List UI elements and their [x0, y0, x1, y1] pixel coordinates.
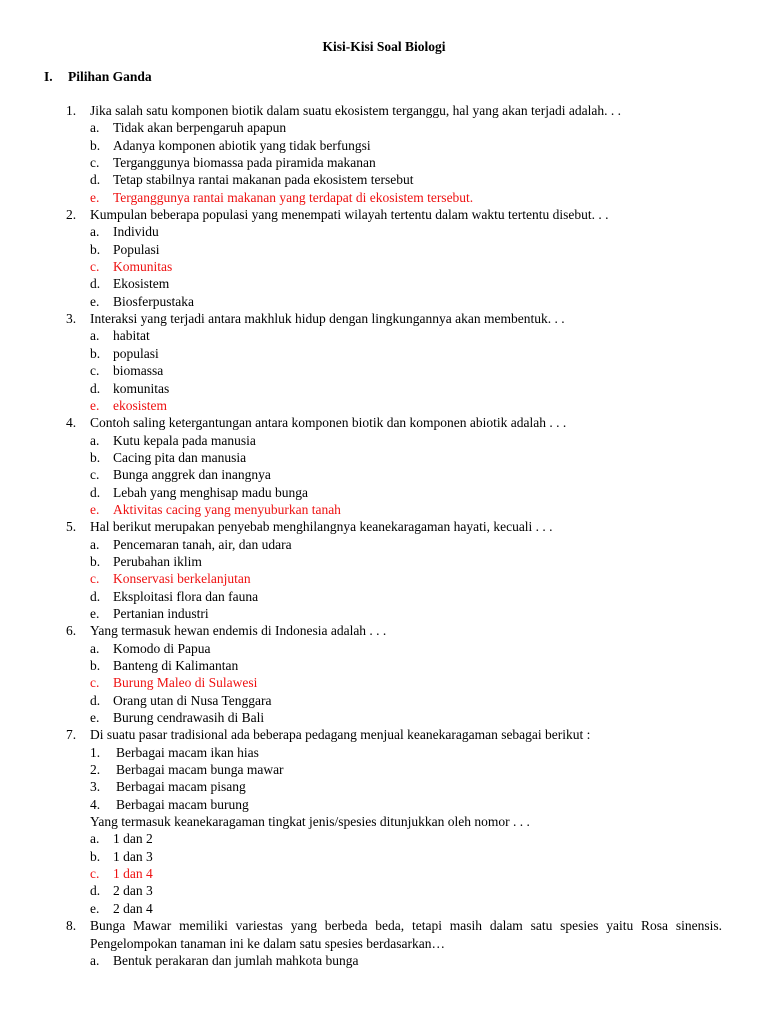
option-item — [66, 154, 722, 171]
option-item — [66, 553, 722, 570]
question-item — [66, 102, 722, 206]
question-number: 2. — [66, 207, 77, 223]
option-text: Pencemaran tanah, air, dan udara — [113, 536, 292, 552]
statement-text: Berbagai macam ikan hias — [116, 744, 259, 760]
option-letter: b. — [90, 137, 101, 153]
option-item — [66, 345, 722, 362]
option-item — [66, 882, 722, 899]
statement-number: 3. — [90, 779, 101, 795]
option-text: Terganggunya rantai makanan yang terdapat di ekosistem tersebut. — [113, 189, 474, 205]
option-letter: b. — [90, 553, 101, 569]
option-text: Cacing pita dan manusia — [113, 449, 247, 465]
option-letter: e. — [90, 189, 100, 205]
option-text: Burung Maleo di Sulawesi — [113, 675, 258, 691]
option-letter: b. — [90, 848, 101, 864]
option-letter: d. — [90, 692, 101, 708]
option-text: populasi — [113, 345, 159, 361]
question-text: Hal berikut merupakan penyebab menghilangnya keanekaragaman hayati, kecuali . . . — [90, 519, 553, 535]
question-stem — [66, 206, 722, 223]
option-letter: c. — [90, 467, 100, 483]
option-text: Konservasi berkelanjutan — [113, 571, 251, 587]
option-text: Banteng di Kalimantan — [113, 658, 239, 673]
statement-number: 4. — [90, 796, 101, 812]
question-number: 7. — [66, 727, 77, 743]
question-stem — [66, 310, 722, 327]
option-text: komunitas — [113, 380, 170, 396]
question-list — [66, 102, 722, 969]
question-stem — [66, 414, 722, 431]
section-number: I. — [44, 69, 53, 84]
option-item — [66, 830, 722, 847]
option-letter: c. — [90, 259, 100, 275]
option-letter: a. — [90, 224, 100, 240]
option-text: Komunitas — [113, 259, 173, 275]
option-text: Terganggunya biomassa pada piramida makanan — [113, 155, 376, 171]
question-stem — [66, 102, 722, 119]
option-letter: a. — [90, 640, 100, 656]
option-text: 1 dan 4 — [113, 866, 153, 882]
option-text: Aktivitas cacing yang menyuburkan tanah — [113, 501, 341, 517]
option-letter: a. — [90, 536, 100, 552]
question-stem — [66, 622, 722, 639]
statement-number: 1. — [90, 744, 101, 760]
option-letter: a. — [90, 952, 100, 968]
option-text: habitat — [113, 328, 150, 344]
option-item — [66, 692, 722, 709]
option-item — [66, 380, 722, 397]
option-text: Populasi — [113, 241, 160, 257]
question-stem — [66, 917, 722, 952]
statement-number: 2. — [90, 762, 101, 778]
option-letter: d. — [90, 380, 101, 396]
option-item — [66, 709, 722, 726]
option-letter: e. — [90, 501, 100, 517]
answer-option — [66, 501, 722, 518]
option-text: biomassa — [113, 363, 164, 379]
question-text: Interaksi yang terjadi antara makhluk hidup dengan lingkungannya akan membentuk. . . — [90, 311, 565, 327]
statement-item — [66, 796, 722, 813]
question-stem — [66, 726, 722, 743]
statement-item — [66, 761, 722, 778]
option-item — [66, 241, 722, 258]
answer-option — [66, 258, 722, 275]
option-item — [66, 605, 722, 622]
option-letter: c. — [90, 866, 100, 882]
statement-item — [66, 778, 722, 795]
option-text: Bentuk perakaran dan jumlah mahkota bunga — [113, 952, 359, 968]
option-letter: b. — [90, 345, 101, 361]
option-letter: e. — [90, 900, 100, 916]
option-text: Tidak akan berpengaruh apapun — [113, 120, 287, 136]
option-text: Eksploitasi flora dan fauna — [113, 588, 259, 604]
option-item — [66, 952, 722, 969]
option-item — [66, 900, 722, 917]
statement-text: Berbagai macam pisang — [116, 779, 246, 795]
option-item — [66, 484, 722, 501]
question-text: Jika salah satu komponen biotik dalam suatu ekosistem terganggu, hal yang akan terjadi adalah. . . — [90, 103, 621, 118]
question-text: Yang termasuk hewan endemis di Indonesia adalah . . . — [90, 623, 387, 639]
statement-text: Berbagai macam burung — [116, 796, 249, 812]
option-item — [66, 171, 722, 188]
question-item — [66, 414, 722, 518]
option-item — [66, 119, 722, 136]
option-letter: b. — [90, 658, 101, 673]
statement-text: Berbagai macam bunga mawar — [116, 762, 284, 778]
answer-option — [66, 570, 722, 587]
option-letter: b. — [90, 449, 101, 465]
page-title: Kisi-Kisi Soal Biologi — [322, 39, 446, 54]
option-text: Bunga anggrek dan inangnya — [113, 467, 271, 483]
question-item — [66, 726, 722, 917]
question-item — [66, 206, 722, 310]
question-item — [66, 518, 722, 622]
option-letter: c. — [90, 675, 100, 691]
question-number: 1. — [66, 103, 77, 118]
question-item — [66, 310, 722, 414]
option-item — [66, 327, 722, 344]
subquestion-text: Yang termasuk keanekaragaman tingkat jenis/spesies ditunjukkan oleh nomor . . . — [90, 814, 530, 830]
question-item — [66, 917, 722, 969]
question-number: 6. — [66, 623, 77, 639]
option-letter: a. — [90, 328, 100, 344]
option-text: Burung cendrawasih di Bali — [113, 710, 265, 726]
option-letter: d. — [90, 172, 101, 188]
option-letter: c. — [90, 571, 100, 587]
section-label: Pilihan Ganda — [68, 69, 152, 84]
answer-option — [66, 674, 722, 691]
question-text: Di suatu pasar tradisional ada beberapa pedagang menjual keanekaragaman sebagai berikut : — [90, 727, 591, 743]
question-number: 4. — [66, 415, 77, 431]
option-letter: e. — [90, 293, 100, 309]
option-text: 1 dan 3 — [113, 848, 153, 864]
option-item — [66, 362, 722, 379]
option-letter: c. — [90, 155, 100, 171]
question-number: 5. — [66, 519, 77, 535]
option-text: Pertanian industri — [113, 605, 209, 621]
option-item — [66, 848, 722, 865]
option-letter: d. — [90, 588, 101, 604]
option-item — [66, 275, 722, 292]
option-item — [66, 449, 722, 466]
option-item — [66, 432, 722, 449]
question-text: Contoh saling ketergantungan antara komponen biotik dan komponen abiotik adalah . . . — [90, 415, 567, 431]
option-text: 2 dan 4 — [113, 900, 153, 916]
option-text: ekosistem — [113, 397, 167, 413]
question-text: Bunga Mawar memiliki variestas yang berbeda beda, tetapi masih dalam satu spesies yaitu Rosa sinensis. Pengelompokan tanaman ini ke dalam satu spesies berdasarkan… — [90, 918, 722, 951]
option-letter: e. — [90, 605, 100, 621]
question-item — [66, 622, 722, 726]
answer-option — [66, 865, 722, 882]
option-item — [66, 293, 722, 310]
option-text: 1 dan 2 — [113, 831, 153, 847]
option-item — [66, 640, 722, 657]
option-text: Lebah yang menghisap madu bunga — [113, 484, 308, 500]
option-text: Perubahan iklim — [113, 553, 202, 569]
question-number: 8. — [66, 918, 77, 934]
option-letter: d. — [90, 276, 101, 292]
option-text: Orang utan di Nusa Tenggara — [113, 692, 272, 708]
option-letter: c. — [90, 363, 100, 379]
question-stem — [66, 518, 722, 535]
option-letter: a. — [90, 120, 100, 136]
answer-option — [66, 189, 722, 206]
question-text: Kumpulan beberapa populasi yang menempati wilayah tertentu dalam waktu tertentu disebut. . . — [90, 207, 609, 223]
option-text: Ekosistem — [113, 276, 170, 292]
option-item — [66, 223, 722, 240]
option-letter: b. — [90, 241, 101, 257]
statement-item — [66, 744, 722, 761]
option-item — [66, 137, 722, 154]
option-text: Individu — [113, 224, 159, 240]
option-text: Kutu kepala pada manusia — [113, 432, 256, 448]
section-heading — [44, 68, 152, 86]
option-text: Komodo di Papua — [113, 640, 211, 656]
option-letter: e. — [90, 710, 100, 726]
option-item — [66, 536, 722, 553]
option-item — [66, 588, 722, 605]
option-text: Biosferpustaka — [113, 293, 194, 309]
option-letter: e. — [90, 397, 100, 413]
option-letter: d. — [90, 883, 101, 899]
option-letter: a. — [90, 432, 100, 448]
option-text: Adanya komponen abiotik yang tidak berfungsi — [113, 137, 371, 153]
option-item — [66, 657, 722, 674]
option-letter: a. — [90, 831, 100, 847]
question-number: 3. — [66, 311, 77, 327]
option-text: 2 dan 3 — [113, 883, 153, 899]
answer-option — [66, 397, 722, 414]
option-letter: d. — [90, 484, 101, 500]
option-item — [66, 466, 722, 483]
option-text: Tetap stabilnya rantai makanan pada ekosistem tersebut — [113, 172, 414, 188]
